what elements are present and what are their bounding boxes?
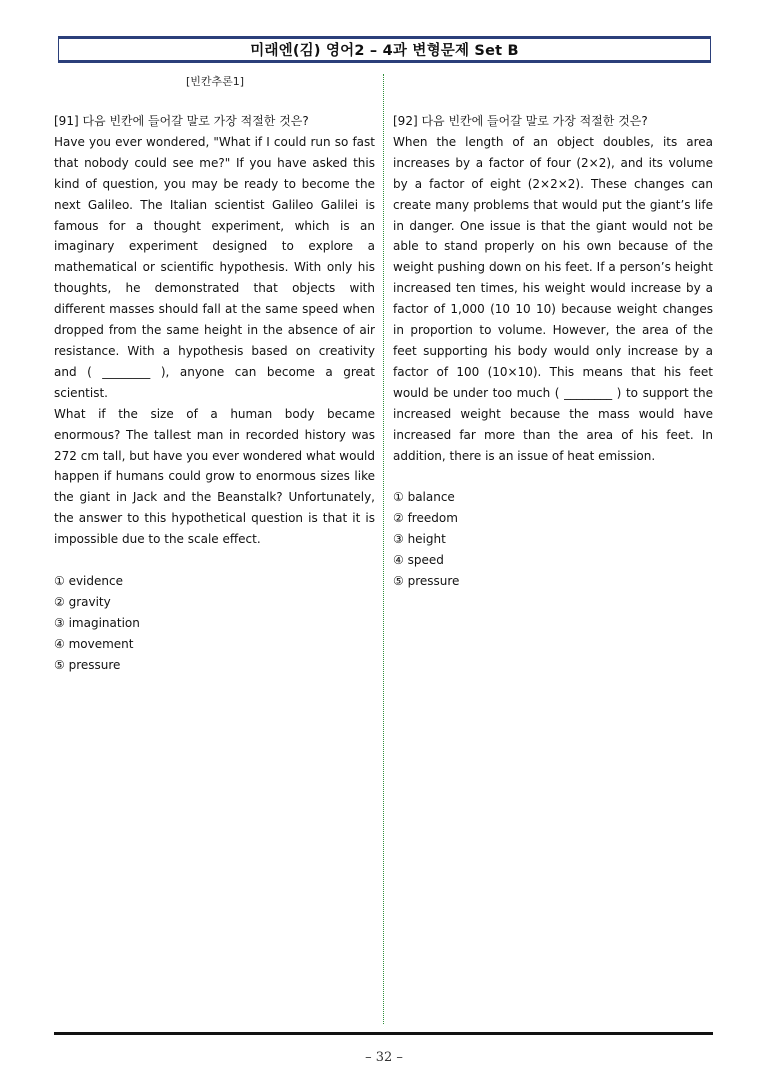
page-number: – 32 – xyxy=(365,1050,403,1065)
question-91 xyxy=(54,111,375,675)
answer-choice[interactable]: ③ height xyxy=(393,532,446,547)
passage-paragraph: Have you ever wondered, "What if I could run so fast that nobody could see me?" If you have asked this kind of question, you may be ready to become the next Galileo. The Italian scientist Galileo Galilei is famous for a thought experiment, which is an imaginary experiment designed to explore a mathematical or scientific hypothesis. With only his thoughts, he demonstrated that objects with different masses should fall at the same speed when dropped from the same height in the absence of air resistance. With a hypothesis based on creativity and ( ________ ), anyone can become a great scientist. xyxy=(54,134,375,400)
column-divider xyxy=(383,74,384,1024)
answer-choice[interactable]: ④ speed xyxy=(393,553,444,568)
answer-choice[interactable]: ② gravity xyxy=(54,594,111,609)
section-tag: [빈칸추론1] xyxy=(186,75,245,88)
question-prompt: [91] 다음 빈칸에 들어갈 말로 가장 적절한 것은? xyxy=(54,114,309,128)
answer-choice[interactable]: ① balance xyxy=(393,490,455,505)
answer-choice[interactable]: ⑤ pressure xyxy=(54,657,121,672)
footer-rule xyxy=(54,1032,713,1035)
question-prompt: [92] 다음 빈칸에 들어갈 말로 가장 적절한 것은? xyxy=(393,114,648,128)
answer-choice[interactable]: ⑤ pressure xyxy=(393,573,460,588)
answer-choice[interactable]: ② freedom xyxy=(393,511,458,526)
spacer xyxy=(393,466,713,487)
passage-paragraph: What if the size of a human body became enormous? The tallest man in recorded history was 272 cm tall, but have you ever wondered what would happen if humans could grow to enormous sizes like the giant in Jack and the Beanstalk? Unfortunately, the answer to this hypothetical question is that it is impossible due to the scale effect. xyxy=(54,406,375,547)
spacer xyxy=(54,550,375,571)
page-title: 미래엔(김) 영어2 – 4과 변형문제 Set B xyxy=(58,36,711,63)
answer-choice[interactable]: ③ imagination xyxy=(54,615,140,630)
answer-choice[interactable]: ④ movement xyxy=(54,636,134,651)
question-92 xyxy=(393,111,713,592)
answer-choice[interactable]: ① evidence xyxy=(54,573,123,588)
passage-paragraph: When the length of an object doubles, its area increases by a factor of four (2×2), and its volume by a factor of eight (2×2×2). These changes can create many problems that would put the giant’s life in danger. One issue is that the giant would not be able to stand properly on his own because of the weight pushing down on his feet. If a person’s height increased ten times, his weight would increase by a factor of 1,000 (10 10 10) because weight changes in proportion to volume. However, the area of the feet supporting his body would only increase by a factor of 100 (10×10). This means that his feet would be under too much ( ________ ) to support the increased weight because the mass would have increased far more than the area of his feet. In addition, there is an issue of heat emission. xyxy=(393,134,713,463)
